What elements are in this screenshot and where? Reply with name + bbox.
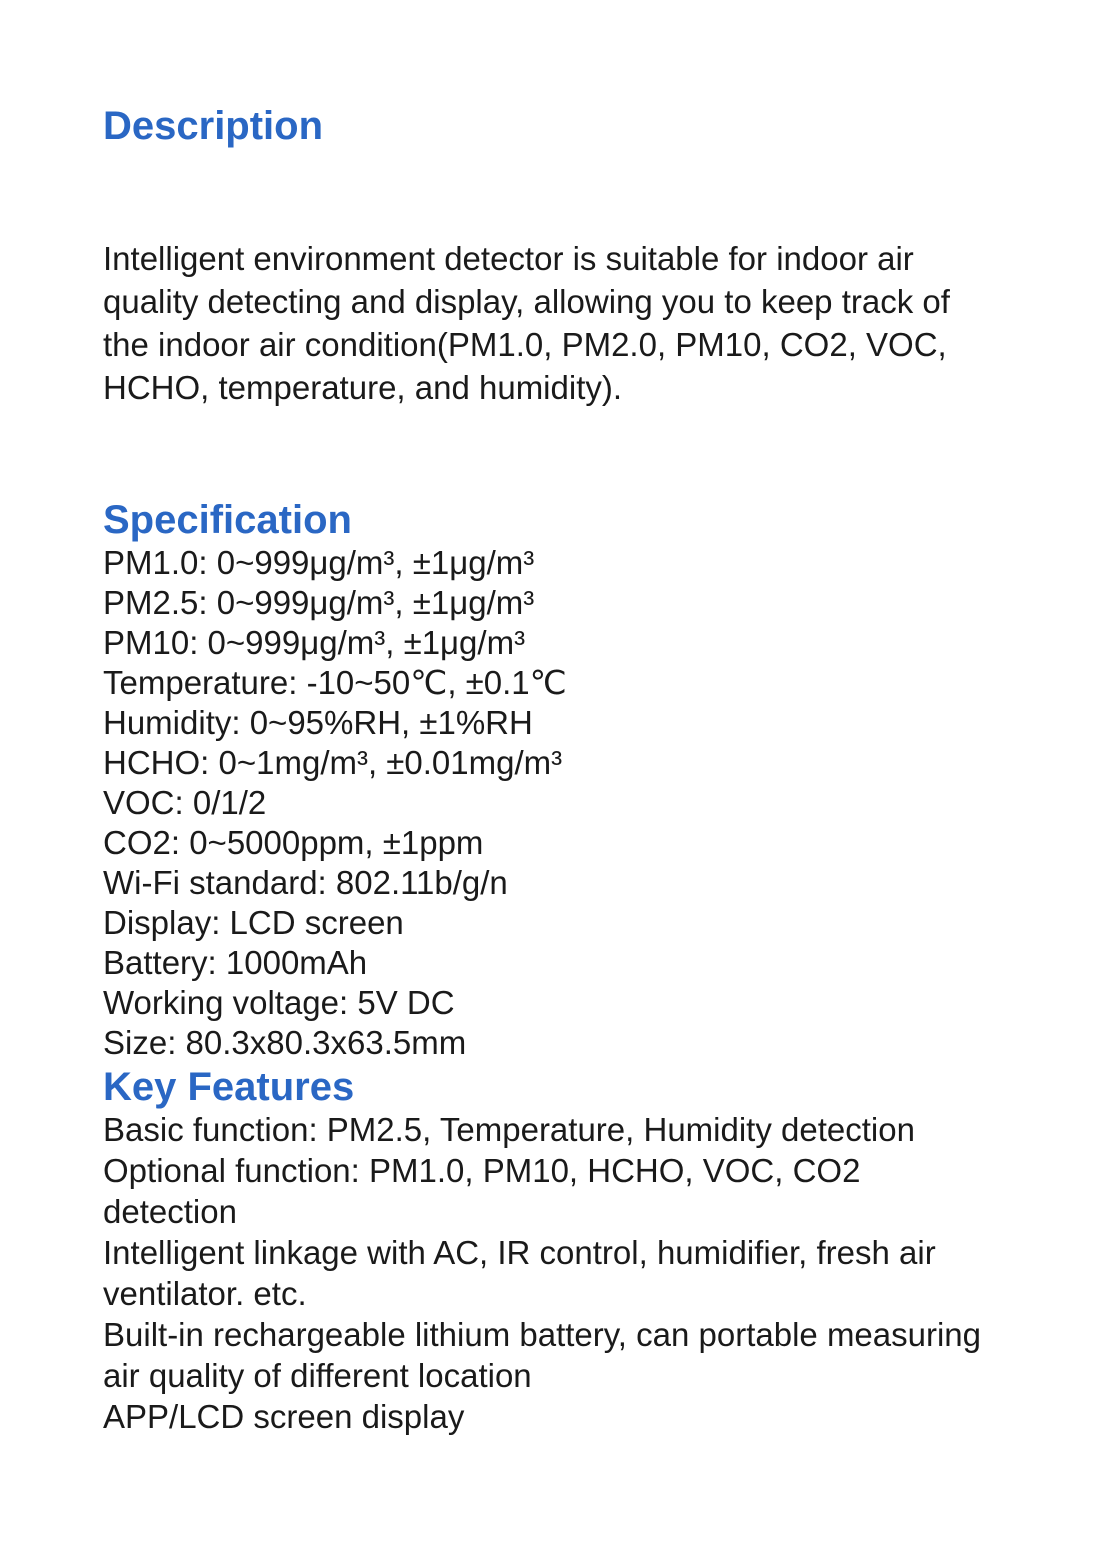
feature-item-optional: Optional function: PM1.0, PM10, HCHO, VOC, CO2 detection	[103, 1152, 861, 1230]
spec-item-voc: VOC: 0/1/2	[103, 784, 267, 821]
feature-item-battery: Built-in rechargeable lithium battery, can portable measuring air quality of different location	[103, 1316, 982, 1394]
spec-item-temperature: Temperature: -10~50℃, ±0.1℃	[103, 664, 567, 701]
key-features-list	[103, 1109, 1003, 1437]
spec-item-humidity: Humidity: 0~95%RH, ±1%RH	[103, 704, 533, 741]
spec-item-pm10: PM10: 0~999μg/m³, ±1μg/m³	[103, 624, 526, 661]
feature-item-basic: Basic function: PM2.5, Temperature, Humidity detection	[103, 1111, 915, 1148]
specification-list	[103, 543, 567, 1063]
spec-item-voltage: Working voltage: 5V DC	[103, 984, 455, 1021]
spec-item-hcho: HCHO: 0~1mg/m³, ±0.01mg/m³	[103, 744, 563, 781]
spec-item-display: Display: LCD screen	[103, 904, 404, 941]
spec-item-wifi: Wi-Fi standard: 802.11b/g/n	[103, 864, 508, 901]
feature-item-linkage: Intelligent linkage with AC, IR control, humidifier, fresh air ventilator. etc.	[103, 1234, 936, 1312]
spec-item-battery: Battery: 1000mAh	[103, 944, 368, 981]
description-text: Intelligent environment detector is suitable for indoor air quality detecting and display, allowing you to keep track of the indoor air condition(PM1.0, PM2.0, PM10, CO2, VOC, HCHO, temperature, and humidity).	[103, 240, 950, 406]
spec-item-pm25: PM2.5: 0~999μg/m³, ±1μg/m³	[103, 584, 535, 621]
spec-item-pm10-fine: PM1.0: 0~999μg/m³, ±1μg/m³	[103, 544, 535, 581]
spec-item-co2: CO2: 0~5000ppm, ±1ppm	[103, 824, 484, 861]
key-features-heading: Key Features	[103, 1065, 355, 1109]
specification-heading: Specification	[103, 498, 352, 542]
feature-item-display: APP/LCD screen display	[103, 1398, 465, 1435]
spec-item-size: Size: 80.3x80.3x63.5mm	[103, 1024, 467, 1061]
description-heading: Description	[103, 104, 324, 148]
